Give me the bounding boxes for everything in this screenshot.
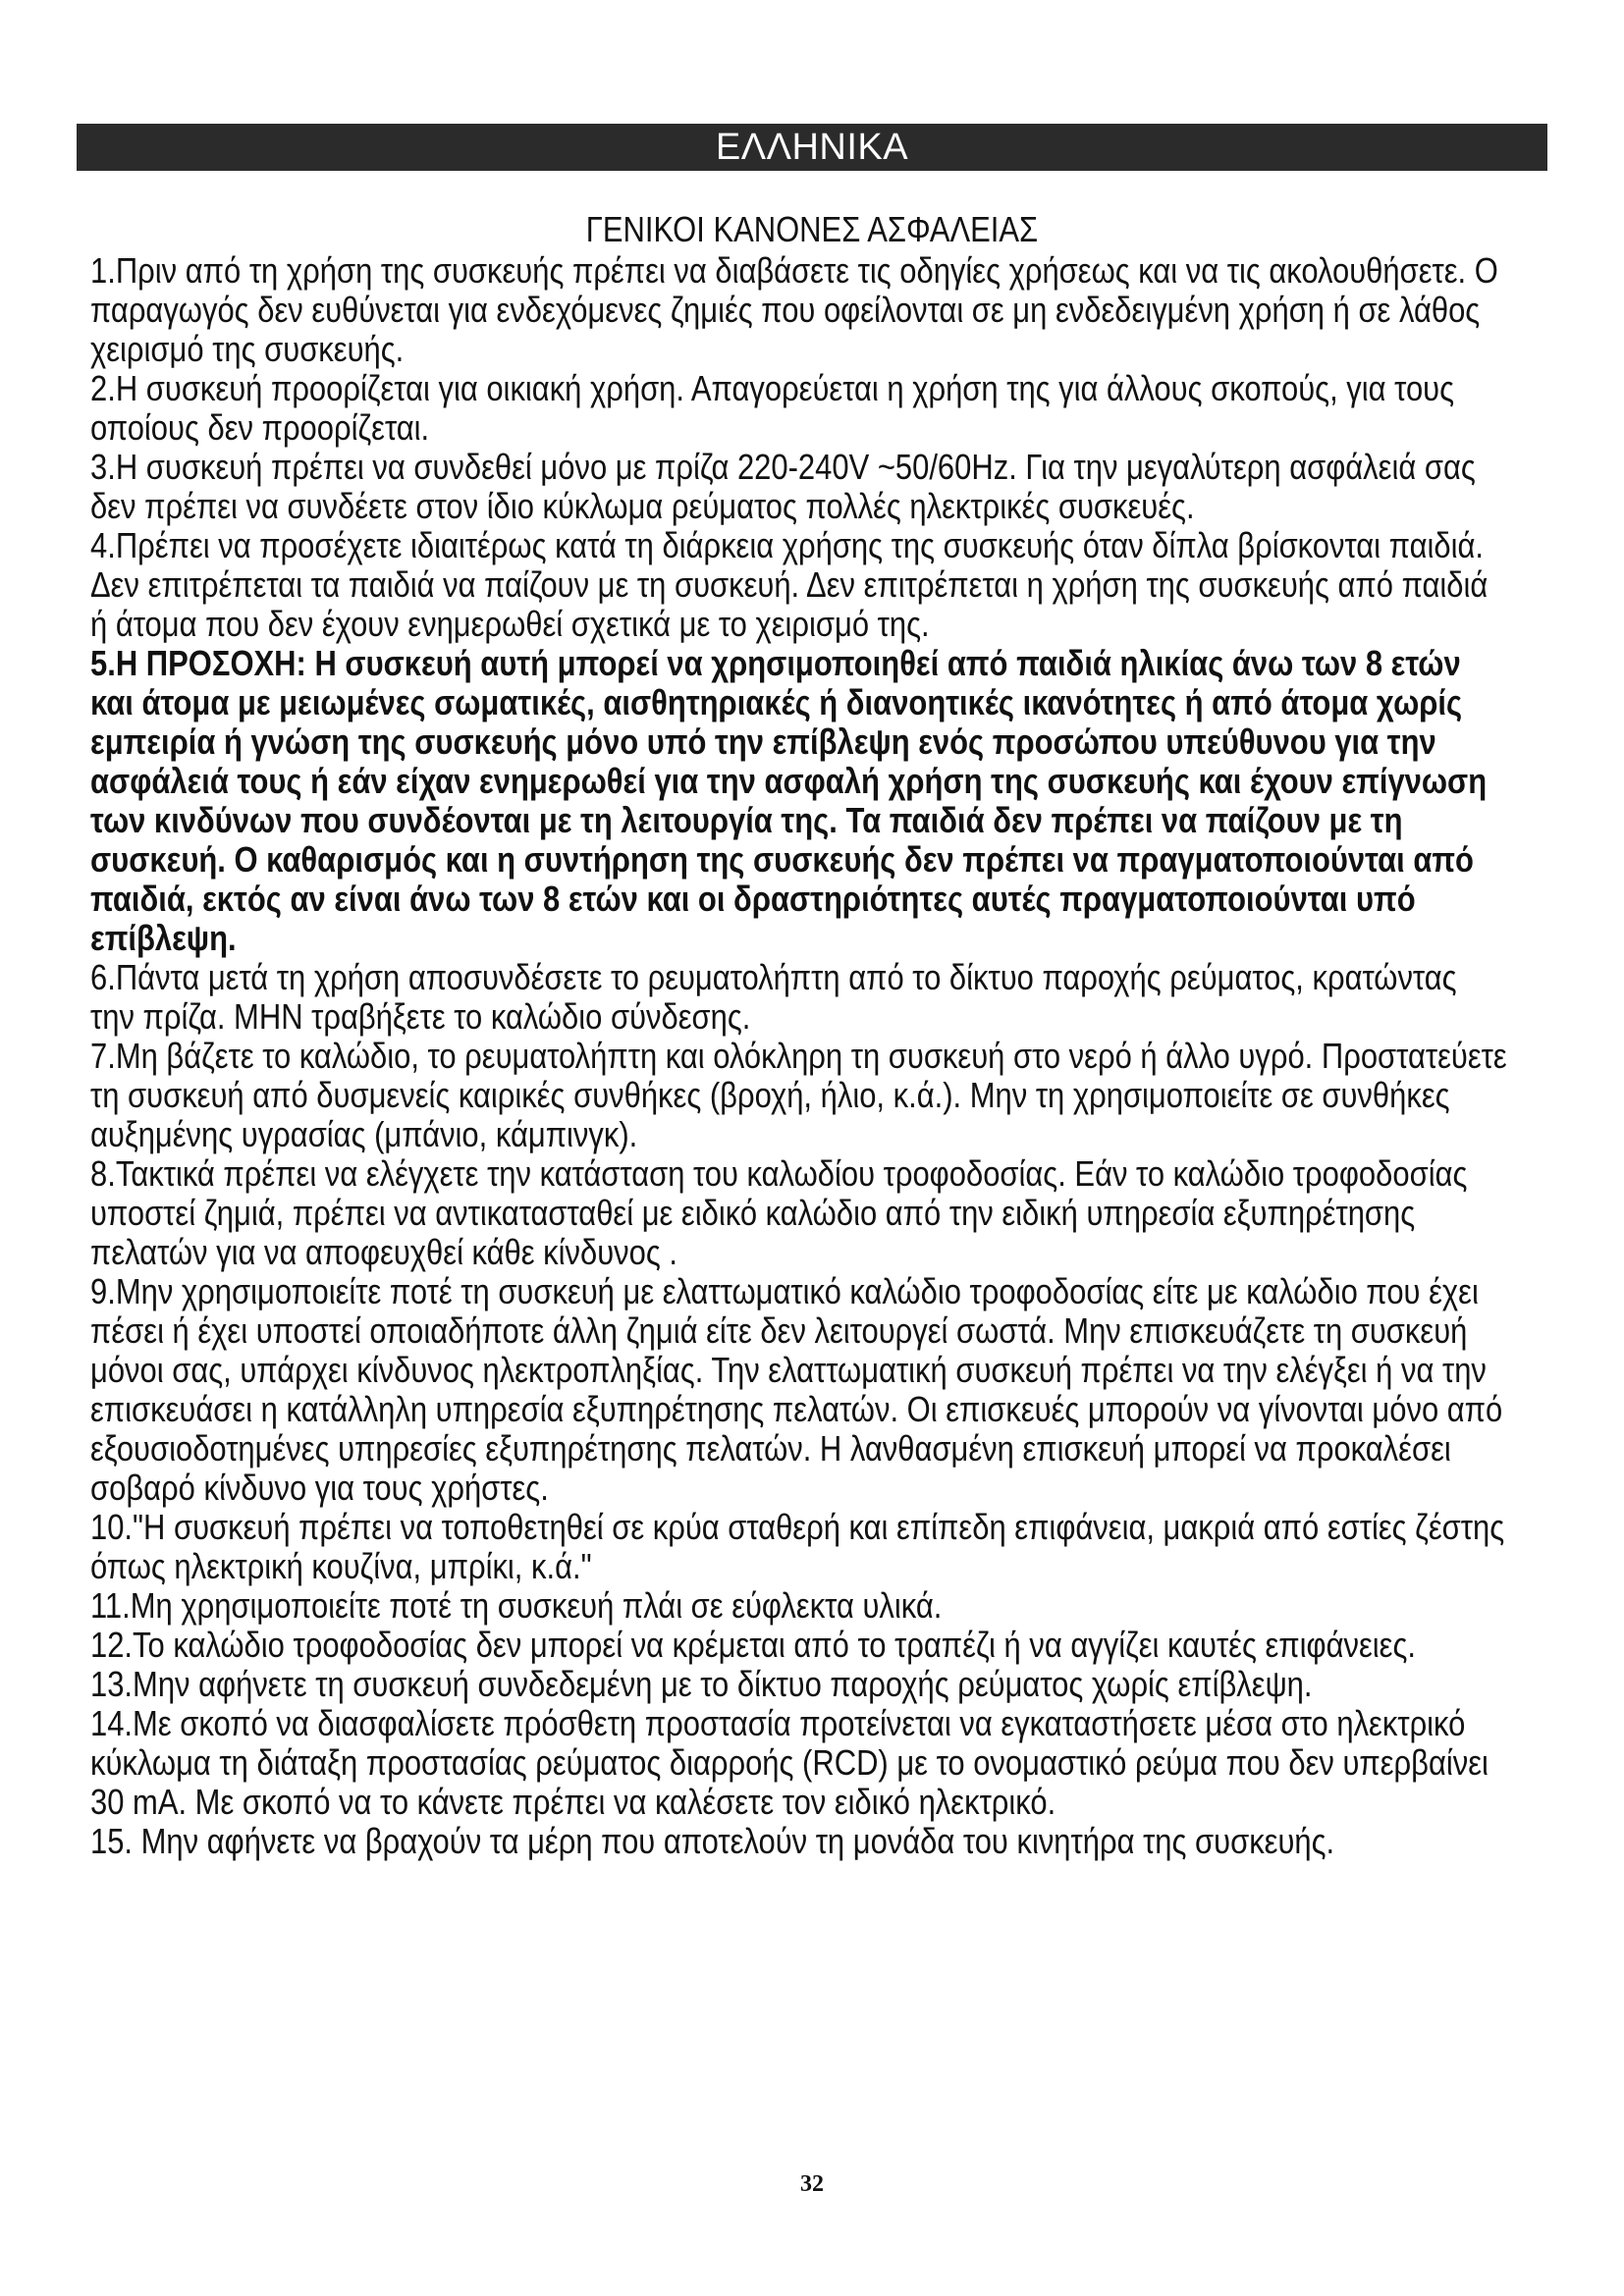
safety-rules-list <box>90 251 1509 1861</box>
rule-5-warning: 5.Η ΠΡΟΣΟΧΗ: Η συσκευή αυτή μπορεί να χρησιμοποιηθεί από παιδιά ηλικίας άνω των 8 ετών και άτομα με μειωμένες σωματικές, αισθητηριακές ή διανοητικές ικανότητες ή από άτομα χωρίς εμπειρία ή γνώση της συσκευής μόνο υπό την επίβλεψη ενός προσώπου υπεύθυνου για την ασφάλειά τους ή εάν είχαν ενημερωθεί για την ασφαλή χρήση της συσκευής και έχουν επίγνωση των κινδύνων που συνδέονται με τη λειτουργία της. Τα παιδιά δεν πρέπει να παίζουν με τη συσκευή. Ο καθαρισμός και η συντήρηση της συσκευής δεν πρέπει να πραγματοποιούνται από παιδιά, εκτός αν είναι άνω των 8 ετών και οι δραστηριότητες αυτές πραγματοποιούνται υπό επίβλεψη. <box>90 643 1488 958</box>
rule-1: 1.Πριν από τη χρήση της συσκευής πρέπει να διαβάσετε τις οδηγίες χρήσεως και να τις ακολουθήσετε. Ο παραγωγός δεν ευθύνεται για ενδεχόμενες ζημιές που οφείλονται σε μη ενδεδειγμένη χρήση ή σε λάθος χειρισμό της συσκευής. <box>90 250 1498 369</box>
language-header-bar <box>77 124 1547 171</box>
rule-11: 11.Μη χρησιμοποιείτε ποτέ τη συσκευή πλάι σε εύφλεκτα υλικά. <box>90 1585 943 1626</box>
rule-3: 3.Η συσκευή πρέπει να συνδεθεί μόνο με πρίζα 220-240V ~50/60Hz. Για την μεγαλύτερη ασφάλειά σας δεν πρέπει να συνδέετε στον ίδιο κύκλωμα ρεύματος πολλές ηλεκτρικές συσκευές. <box>90 447 1476 526</box>
rule-15: 15. Μην αφήνετε να βραχούν τα μέρη που αποτελούν τη μονάδα του κινητήρα της συσκευής. <box>90 1821 1335 1861</box>
rule-14: 14.Με σκοπό να διασφαλίσετε πρόσθετη προστασία προτείνεται να εγκαταστήσετε μέσα στο ηλεκτρικό κύκλωμα τη διάταξη προστασίας ρεύματος διαρροής (RCD) με το ονομαστικό ρεύμα που δεν υπερβαίνει 30 mA. Με σκοπό να το κάνετε πρέπει να καλέσετε τον ειδικό ηλεκτρικό. <box>90 1703 1489 1822</box>
rule-7: 7.Μη βάζετε το καλώδιο, το ρευματολήπτη και ολόκληρη τη συσκευή στο νερό ή άλλο υγρό. Προστατεύετε τη συσκευή από δυσμενείς καιρικές συνθήκες (βροχή, ήλιο, κ.ά.). Μην τη χρησιμοποιείτε σε συνθήκες αυξημένης υγρασίας (μπάνιο, κάμπινγκ). <box>90 1036 1507 1154</box>
rule-8: 8.Τακτικά πρέπει να ελέγχετε την κατάσταση του καλωδίου τροφοδοσίας. Εάν το καλώδιο τροφοδοσίας υποστεί ζημιά, πρέπει να αντικατασταθεί με ειδικό καλώδιο από την ειδική υπηρεσία εξυπηρέτησης πελατών για να αποφευχθεί κάθε κίνδυνος . <box>90 1153 1468 1272</box>
language-label: ΕΛΛΗΝΙΚΑ <box>715 127 909 168</box>
rule-9: 9.Μην χρησιμοποιείτε ποτέ τη συσκευή με ελαττωματικό καλώδιο τροφοδοσίας είτε με καλώδιο που έχει πέσει ή έχει υποστεί οποιαδήποτε άλλη ζημιά είτε δεν λειτουργεί σωστά. Μην επισκευάζετε τη συσκευή μόνοι σας, υπάρχει κίνδυνος ηλεκτροπληξίας. Την ελαττωματική συσκευή πρέπει να την ελέγξει ή να την επισκευάσει η κατάλληλη υπηρεσία εξυπηρέτησης πελατών. Οι επισκευές μπορούν να γίνονται μόνο από εξουσιοδοτημένες υπηρεσίες εξυπηρέτησης πελατών. Η λανθασμένη επισκευή μπορεί να προκαλέσει σοβαρό κίνδυνο για τους χρήστες. <box>90 1271 1503 1508</box>
rule-2: 2.Η συσκευή προορίζεται για οικιακή χρήση. Απαγορεύεται η χρήση της για άλλους σκοπούς, για τους οποίους δεν προορίζεται. <box>90 368 1455 448</box>
rule-10: 10."Η συσκευή πρέπει να τοποθετηθεί σε κρύα σταθερή και επίπεδη επιφάνεια, μακριά από εστίες ζέστης όπως ηλεκτρική κουζίνα, μπρίκι, κ.ά." <box>90 1507 1505 1586</box>
rule-4: 4.Πρέπει να προσέχετε ιδιαιτέρως κατά τη διάρκεια χρήσης της συσκευής όταν δίπλα βρίσκονται παιδιά. Δεν επιτρέπεται τα παιδιά να παίζουν με τη συσκευή. Δεν επιτρέπεται η χρήση της συσκευής από παιδιά ή άτομα που δεν έχουν ενημερωθεί σχετικά με το χειρισμό της. <box>90 525 1489 644</box>
section-title: ΓΕΝΙΚΟΙ ΚΑΝΟΝΕΣ ΑΣΦΑΛΕΙΑΣ <box>585 209 1039 249</box>
page-number: 32 <box>800 2171 824 2197</box>
rule-12: 12.Το καλώδιο τροφοδοσίας δεν μπορεί να κρέμεται από το τραπέζι ή να αγγίζει καυτές επιφάνειες. <box>90 1625 1416 1665</box>
rule-6: 6.Πάντα μετά τη χρήση αποσυνδέσετε το ρευματολήπτη από το δίκτυο παροχής ρεύματος, κρατώντας την πρίζα. ΜΗΝ τραβήξετε το καλώδιο σύνδεσης. <box>90 957 1457 1037</box>
rule-13: 13.Μην αφήνετε τη συσκευή συνδεδεμένη με το δίκτυο παροχής ρεύματος χωρίς επίβλεψη. <box>90 1664 1313 1704</box>
